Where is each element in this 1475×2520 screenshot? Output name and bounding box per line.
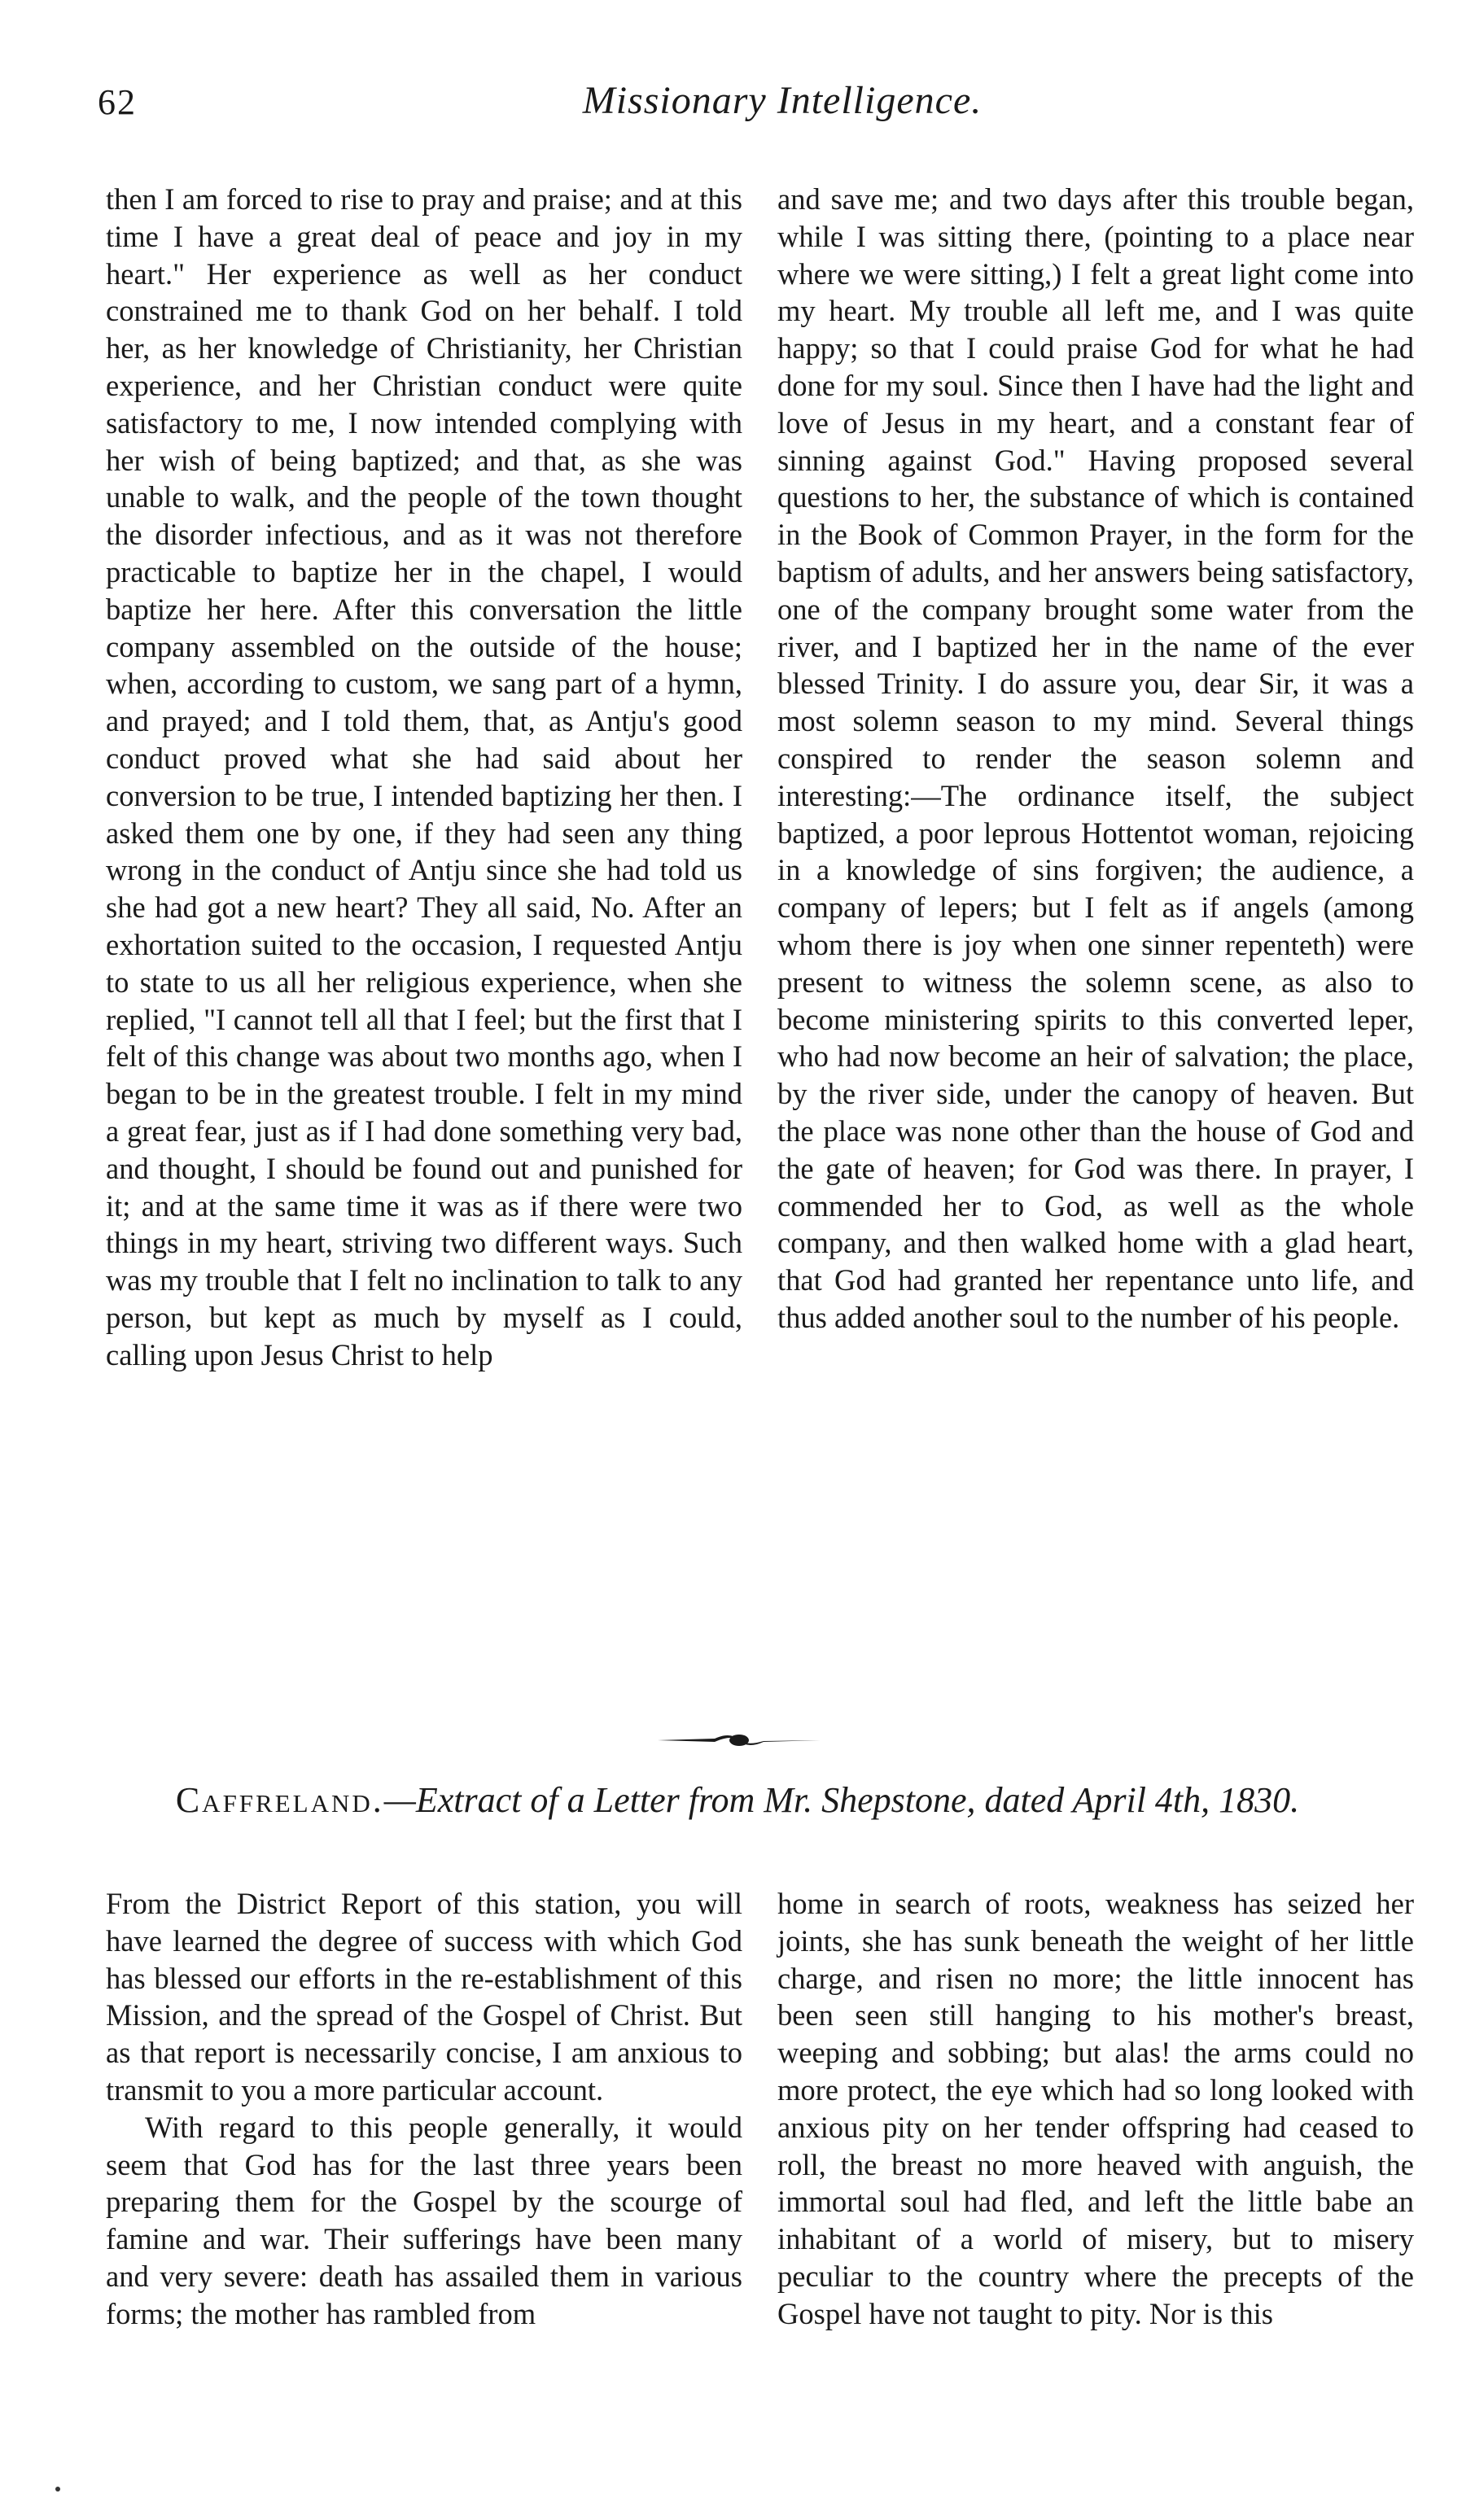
paragraph: home in search of roots, weakness has seized her joints, she has sunk beneath the weight of her little charge, and risen no more; the little innocent has been seen still hanging to his mother's breast, weeping and sobbing; but alas! the arms could no more protect, the eye which had so long looked with anxious pity on her tender offspring had ceased to roll, the breast no more heaved with anguish, the immortal soul had fled, and left the little babe an inhabitant of a world of misery, but to misery peculiar to the country where the precepts of the Gospel have not taught to pity. Nor is this [777,1887,1414,2330]
section-divider-ornament [658,1728,821,1752]
paragraph: With regard to this people generally, it would seem that God has for the last three years been preparing them for the Gospel by the scourge of famine and war. Their sufferings have been many and very severe: death has assailed them in various forms; the mother has rambled from [106,2110,742,2330]
article-one-left-column [106,181,742,1374]
page-number: 62 [98,82,137,122]
print-speck [55,2487,60,2492]
article-two-right-column [777,1885,1414,2333]
paragraph: From the District Report of this station, you will have learned the degree of success with which God has blessed our efforts in the re-establishment of this Mission, and the spread of the Gospel of Christ. But as that report is necessarily concise, I am anxious to transmit to you a more particular account. [106,1887,742,2107]
running-title: Missionary Intelligence. [582,79,983,122]
paragraph: then I am forced to rise to pray and praise; and at this time I have a great deal of peace and joy in my heart." Her experience as well as her conduct constrained me to thank God on her behalf. I told her, as her knowledge of Christianity, her Christian experience, and her Christian conduct were quite satisfactory to me, I now intended complying with her wish of being baptized; and that, as she was unable to walk, and the people of the town thought the disorder infectious, and as it was not therefore practicable to baptize her in the chapel, I would baptize her here. After this conversation the little company assembled on the outside of the house; when, according to custom, we sang part of a hymn, and prayed; and I told them, that, as Antju's good conduct proved what she had said about her conversion to be true, I intended baptizing her then. I asked them one by one, if they had seen any thing wrong in the conduct of Antju since she had told us she had got a new heart? They all said, No. After an exhortation suited to the occasion, I requested Antju to state to us all her religious experience, when she replied, "I cannot tell all that I feel; but the first that I felt of this change was about two months ago, when I began to be in the greatest trouble. I felt in my mind a great fear, just as if I had done something very bad, and thought, I should be found out and punished for it; and at the same time it was as if there were two things in my heart, striving two different ways. Such was my trouble that I felt no inclination to talk to any person, but kept as much by myself as I could, calling upon Jesus Christ to help [106,182,742,1372]
article-one-right-column [777,181,1414,1337]
article-two-title: —Extract of a Letter from Mr. Shepstone, dated April 4th, 1830. [383,1780,1300,1820]
article-two-left-column [106,1885,742,2333]
paragraph: and save me; and two days after this trouble began, while I was sitting there, (pointing to a place near where we were sitting,) I felt a great light come into my heart. My trouble all left me, and I was quite happy; so that I could praise God for what he had done for my soul. Since then I have had the light and love of Jesus in my heart, and a constant fear of sinning against God." Having proposed several questions to her, the substance of which is contained in the Book of Common Prayer, in the form for the baptism of adults, and her answers being satisfactory, one of the company brought some water from the river, and I baptized her in the name of the ever blessed Trinity. I do assure you, dear Sir, it was a most solemn season to my mind. Several things conspired to render the season solemn and interesting:—The ordinance itself, the subject baptized, a poor leprous Hottentot woman, rejoicing in a knowledge of sins forgiven; the audience, a company of lepers; but I felt as if angels (among whom there is joy when one sinner repenteth) were present to witness the solemn scene, as also to become ministering spirits to this converted leper, who had now become an heir of salvation; the place, by the river side, under the canopy of heaven. But the place was none other than the house of God and the gate of heaven; for God was there. In prayer, I commended her to God, as well as the whole company, and then walked home with a glad heart, that God had granted her repentance unto life, and thus added another soul to the number of his people. [777,182,1414,1334]
article-two-place: Caffreland. [175,1780,384,1820]
article-two-heading [122,1778,1353,1822]
